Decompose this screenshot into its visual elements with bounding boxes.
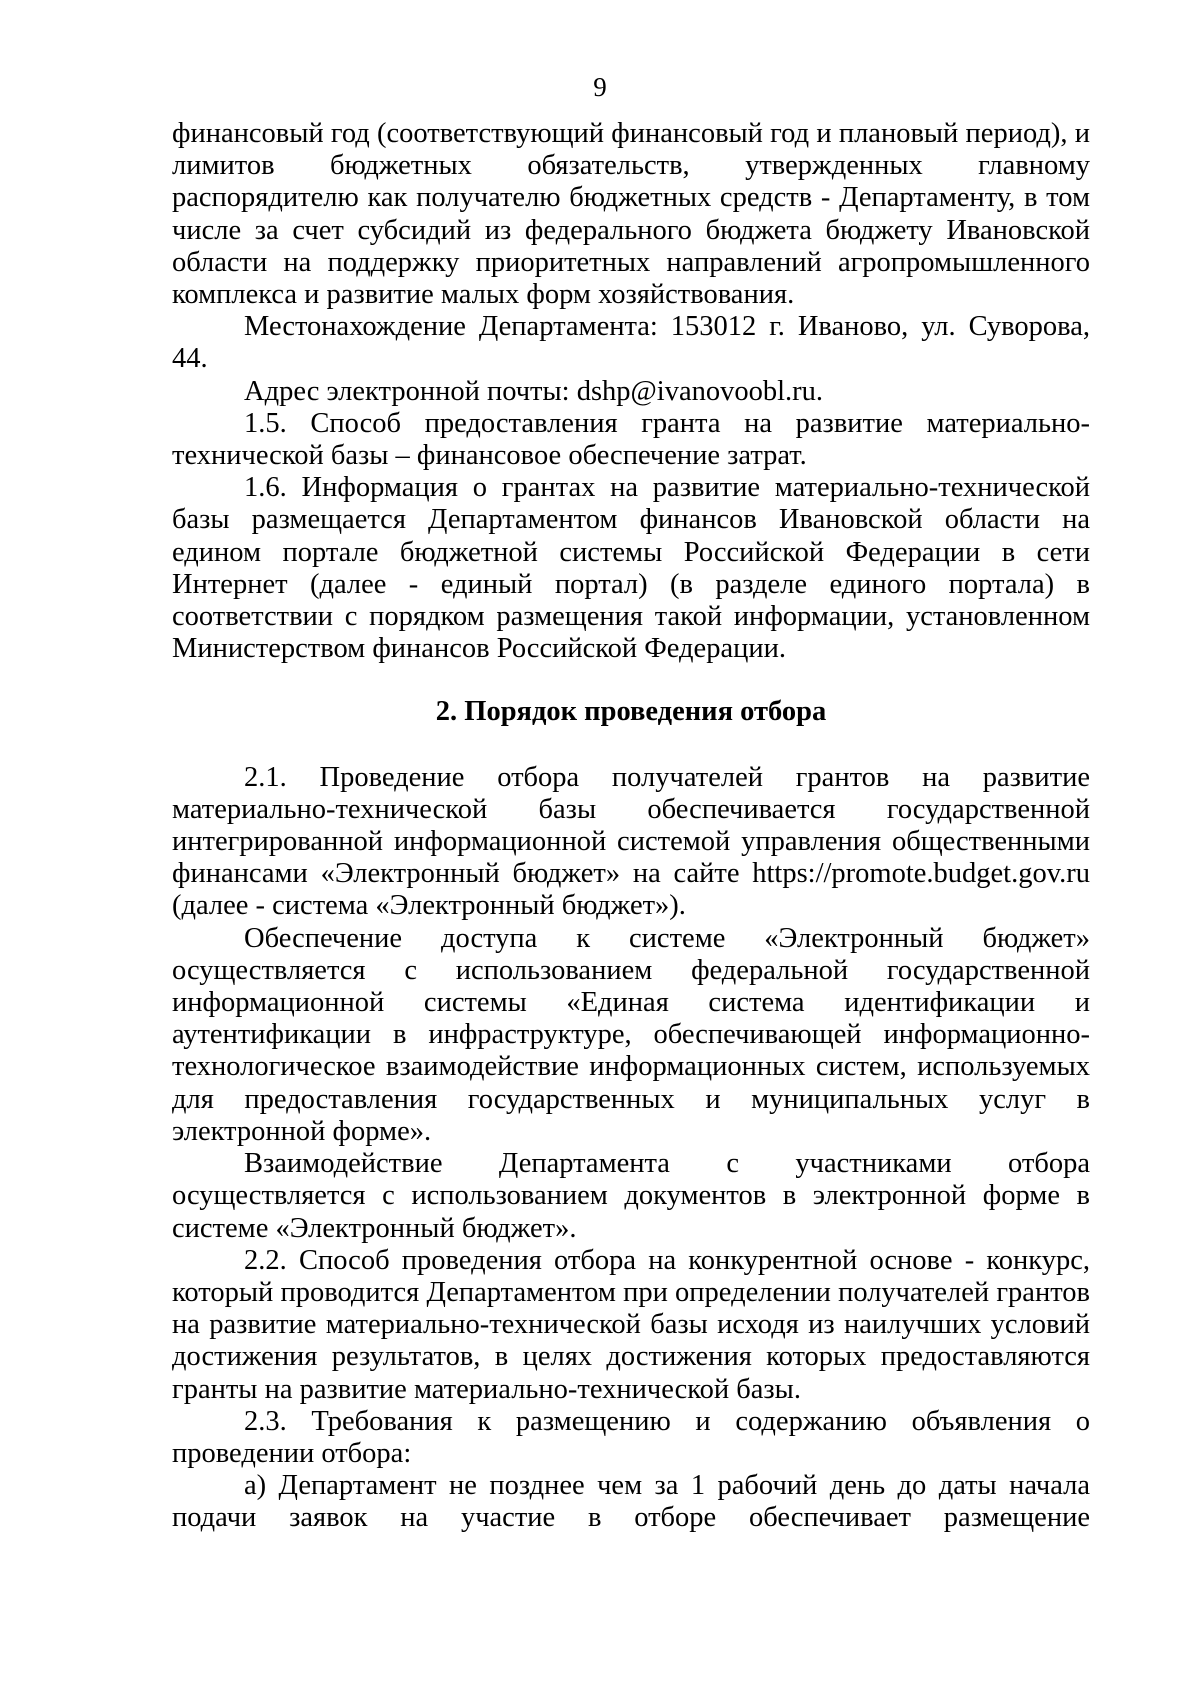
paragraph-2-1: 2.1. Проведение отбора получателей грантов на развитие материально-технической базы обеспечивается государственной интегрированной информационной системой управления общественными финансами «Электронный бюджет» на сайте https://promote.budget.gov.ru (далее - система «Электронный бюджет»).: [172, 761, 1090, 922]
page-number: 9: [593, 72, 607, 102]
paragraph-2-3: 2.3. Требования к размещению и содержанию объявления о проведении отбора:: [172, 1405, 1090, 1469]
paragraph-1-5: 1.5. Способ предоставления гранта на развитие материально-технической базы – финансовое обеспечение затрат.: [172, 407, 1090, 472]
paragraph-access: Обеспечение доступа к системе «Электронный бюджет» осуществляется с использованием федеральной государственной информационной системы «Единая система идентификации и аутентификации в инфраструктуре, обеспечивающей информационно-технологическое взаимодействие информационных систем, используемых для предоставления государственных и муниципальных услуг в электронной форме».: [172, 922, 1090, 1147]
paragraph-1-6: 1.6. Информация о грантах на развитие материально-технической базы размещается Департаментом финансов Ивановской области на едином портале бюджетной системы Российской Федерации в сети Интернет (далее - единый портал) (в разделе единого портала) в соответствии с порядком размещения такой информации, установленном Министерством финансов Российской Федерации.: [172, 472, 1090, 665]
paragraph-interaction: Взаимодействие Департамента с участниками отбора осуществляется с использованием документов в электронной форме в системе «Электронный бюджет».: [172, 1148, 1090, 1244]
paragraph-2-2: 2.2. Способ проведения отбора на конкурентной основе - конкурс, который проводится Департаментом при определении получателей грантов на развитие материально-технической базы исходя из наилучших условий достижения результатов, в целях достижения которых предоставляются гранты на развитие материально-технической базы.: [172, 1244, 1090, 1405]
section-heading: 2. Порядок проведения отбора: [435, 696, 827, 728]
paragraph-funding-continuation: финансовый год (соответствующий финансовый год и плановый период), и лимитов бюджетных обязательств, утвержденных главному распорядителю как получателю бюджетных средств - Департаменту, в том числе за счет субсидий из федерального бюджета бюджету Ивановской области на поддержку приоритетных направлений агропромышленного комплекса и развитие малых форм хозяйствования.: [172, 118, 1090, 311]
paragraph-department-location: Местонахождение Департамента: 153012 г. Иваново, ул. Суворова, 44.: [172, 311, 1090, 375]
document-body: [172, 118, 1090, 1535]
paragraph-item-a: а) Департамент не позднее чем за 1 рабочий день до даты начала подачи заявок на участие в отборе обеспечивает размещение: [172, 1470, 1090, 1534]
paragraph-email-address: Адрес электронной почты: dshp@ivanovoobl.ru.: [244, 375, 824, 407]
